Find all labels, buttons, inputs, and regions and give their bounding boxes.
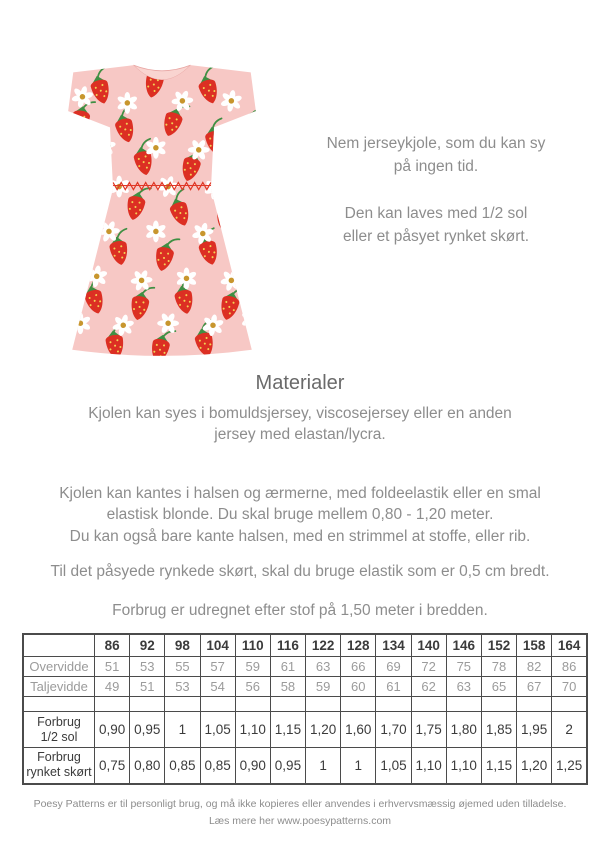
- size-column-header: 158: [517, 634, 552, 657]
- size-column-header: 164: [552, 634, 587, 657]
- intro-paragraph-2: [280, 202, 592, 249]
- dress-illustration: [60, 56, 264, 362]
- size-table-container: [22, 633, 588, 785]
- size-table-cell: 1,95: [517, 712, 552, 748]
- size-column-header: 122: [306, 634, 341, 657]
- size-table-cell: 1,15: [481, 748, 516, 784]
- materials-heading: Materialer: [255, 372, 345, 394]
- size-table-cell: 1: [306, 748, 341, 784]
- intro-line: Nem jerseykjole, som du kan sy: [326, 135, 546, 152]
- size-column-header: 98: [165, 634, 200, 657]
- intro-line: eller et påsyet rynket skørt.: [342, 227, 530, 245]
- size-table-cell: 51: [130, 677, 165, 697]
- size-table-cell: 78: [481, 657, 516, 677]
- size-column-header: 152: [481, 634, 516, 657]
- size-table-cell: [235, 697, 270, 712]
- size-table-cell: 1,10: [411, 748, 446, 784]
- size-table-cell: 1,15: [270, 712, 305, 748]
- size-table-cell: 53: [130, 657, 165, 677]
- size-table-cell: 0,90: [95, 712, 130, 748]
- size-table-cell: 51: [95, 657, 130, 677]
- edging-paragraph: [0, 483, 600, 547]
- size-column-header: 110: [235, 634, 270, 657]
- size-table-cell: 0,90: [235, 748, 270, 784]
- intro-line: Den kan laves med 1/2 sol: [344, 204, 528, 222]
- size-table-cell: [95, 697, 130, 712]
- size-table-cell: 63: [446, 677, 481, 697]
- edging-line: elastisk blonde. Du skal bruge mellem 0,80 - 1,20 meter.: [106, 506, 494, 524]
- size-table-cell: 0,75: [95, 748, 130, 784]
- size-table-cell: [341, 697, 376, 712]
- size-table-cell: 1,85: [481, 712, 516, 748]
- size-table-cell: 69: [376, 657, 411, 677]
- materials-line: Kjolen kan syes i bomuldsjersey, viscosejersey eller en anden: [88, 405, 512, 422]
- size-table-cell: [446, 697, 481, 712]
- size-table-cell: 1,05: [200, 712, 235, 748]
- size-table-cell: 63: [306, 657, 341, 677]
- size-table-cell: [481, 697, 516, 712]
- size-table-cell: 1,60: [341, 712, 376, 748]
- size-table: [22, 633, 588, 785]
- size-table-cell: [270, 697, 305, 712]
- size-table-cell: 55: [165, 657, 200, 677]
- size-table-cell: 1,20: [306, 712, 341, 748]
- size-table-cell: 61: [270, 657, 305, 677]
- row-label: Forbrug 1/2 sol: [23, 712, 95, 748]
- size-table-cell: 1,75: [411, 712, 446, 748]
- size-table-cell: 67: [517, 677, 552, 697]
- size-table-cell: 1,25: [552, 748, 587, 784]
- size-table-cell: [376, 697, 411, 712]
- size-table-cell: 56: [235, 677, 270, 697]
- size-table-cell: 1: [165, 712, 200, 748]
- size-table-cell: 57: [200, 657, 235, 677]
- edging-line: Kjolen kan kantes i halsen og ærmerne, med foldeelastik eller en smal: [59, 485, 541, 502]
- size-table-cell: 82: [517, 657, 552, 677]
- size-column-header: 134: [376, 634, 411, 657]
- size-table-cell: 1,05: [376, 748, 411, 784]
- row-label: Forbrug rynket skørt: [23, 748, 95, 784]
- size-table-cell: 59: [235, 657, 270, 677]
- size-table-corner: [23, 634, 95, 657]
- size-table-cell: 0,95: [270, 748, 305, 784]
- size-table-cell: 75: [446, 657, 481, 677]
- row-label: Taljevidde: [23, 677, 95, 697]
- row-label: [23, 697, 95, 712]
- materials-line: jersey med elastan/lycra.: [214, 426, 386, 444]
- size-table-cell: [306, 697, 341, 712]
- size-column-header: 104: [200, 634, 235, 657]
- row-label: Overvidde: [23, 657, 95, 677]
- size-column-header: 140: [411, 634, 446, 657]
- size-table-cell: 62: [411, 677, 446, 697]
- size-table-cell: 54: [200, 677, 235, 697]
- size-table-cell: 1: [341, 748, 376, 784]
- size-table-cell: 0,85: [165, 748, 200, 784]
- size-table-cell: 1,80: [446, 712, 481, 748]
- size-table-cell: 1,70: [376, 712, 411, 748]
- size-table-cell: [200, 697, 235, 712]
- size-table-cell: 58: [270, 677, 305, 697]
- size-table-cell: [411, 697, 446, 712]
- size-table-cell: 65: [481, 677, 516, 697]
- size-table-cell: 1,10: [446, 748, 481, 784]
- size-table-cell: 1,10: [235, 712, 270, 748]
- size-table-cell: 0,85: [200, 748, 235, 784]
- size-table-cell: 0,80: [130, 748, 165, 784]
- size-table-cell: [130, 697, 165, 712]
- size-table-cell: 1,20: [517, 748, 552, 784]
- materials-paragraph: [0, 403, 600, 446]
- size-table-cell: 60: [341, 677, 376, 697]
- size-table-cell: 61: [376, 677, 411, 697]
- footer: [0, 796, 600, 830]
- size-table-cell: 49: [95, 677, 130, 697]
- size-table-cell: 86: [552, 657, 587, 677]
- elastic-note: Til det påsyede rynkede skørt, skal du bruge elastik som er 0,5 cm bredt.: [50, 563, 550, 580]
- size-column-header: 116: [270, 634, 305, 657]
- size-table-cell: 66: [341, 657, 376, 677]
- size-column-header: 146: [446, 634, 481, 657]
- size-table-cell: 59: [306, 677, 341, 697]
- copyright-line: Poesy Patterns er til personligt brug, og må ikke kopieres eller anvendes i erhvervsmæssig øjemed uden tilladelse.: [33, 798, 567, 810]
- size-column-header: 86: [95, 634, 130, 657]
- edging-line: Du kan også bare kante halsen, med en strimmel at stoffe, eller rib.: [69, 527, 531, 545]
- size-table-cell: 72: [411, 657, 446, 677]
- size-column-header: 128: [341, 634, 376, 657]
- size-table-cell: [552, 697, 587, 712]
- intro-text: [280, 132, 592, 271]
- size-table-cell: 0,95: [130, 712, 165, 748]
- intro-line: på ingen tid.: [393, 158, 479, 176]
- size-table-cell: [517, 697, 552, 712]
- size-table-cell: 70: [552, 677, 587, 697]
- size-table-cell: [165, 697, 200, 712]
- size-table-cell: 53: [165, 677, 200, 697]
- size-column-header: 92: [130, 634, 165, 657]
- fabric-width-note: Forbrug er udregnet efter stof på 1,50 meter i bredden.: [112, 602, 488, 619]
- website-line: Læs mere her www.poesypatterns.com: [208, 814, 392, 827]
- intro-paragraph-1: [280, 132, 592, 179]
- size-table-cell: 2: [552, 712, 587, 748]
